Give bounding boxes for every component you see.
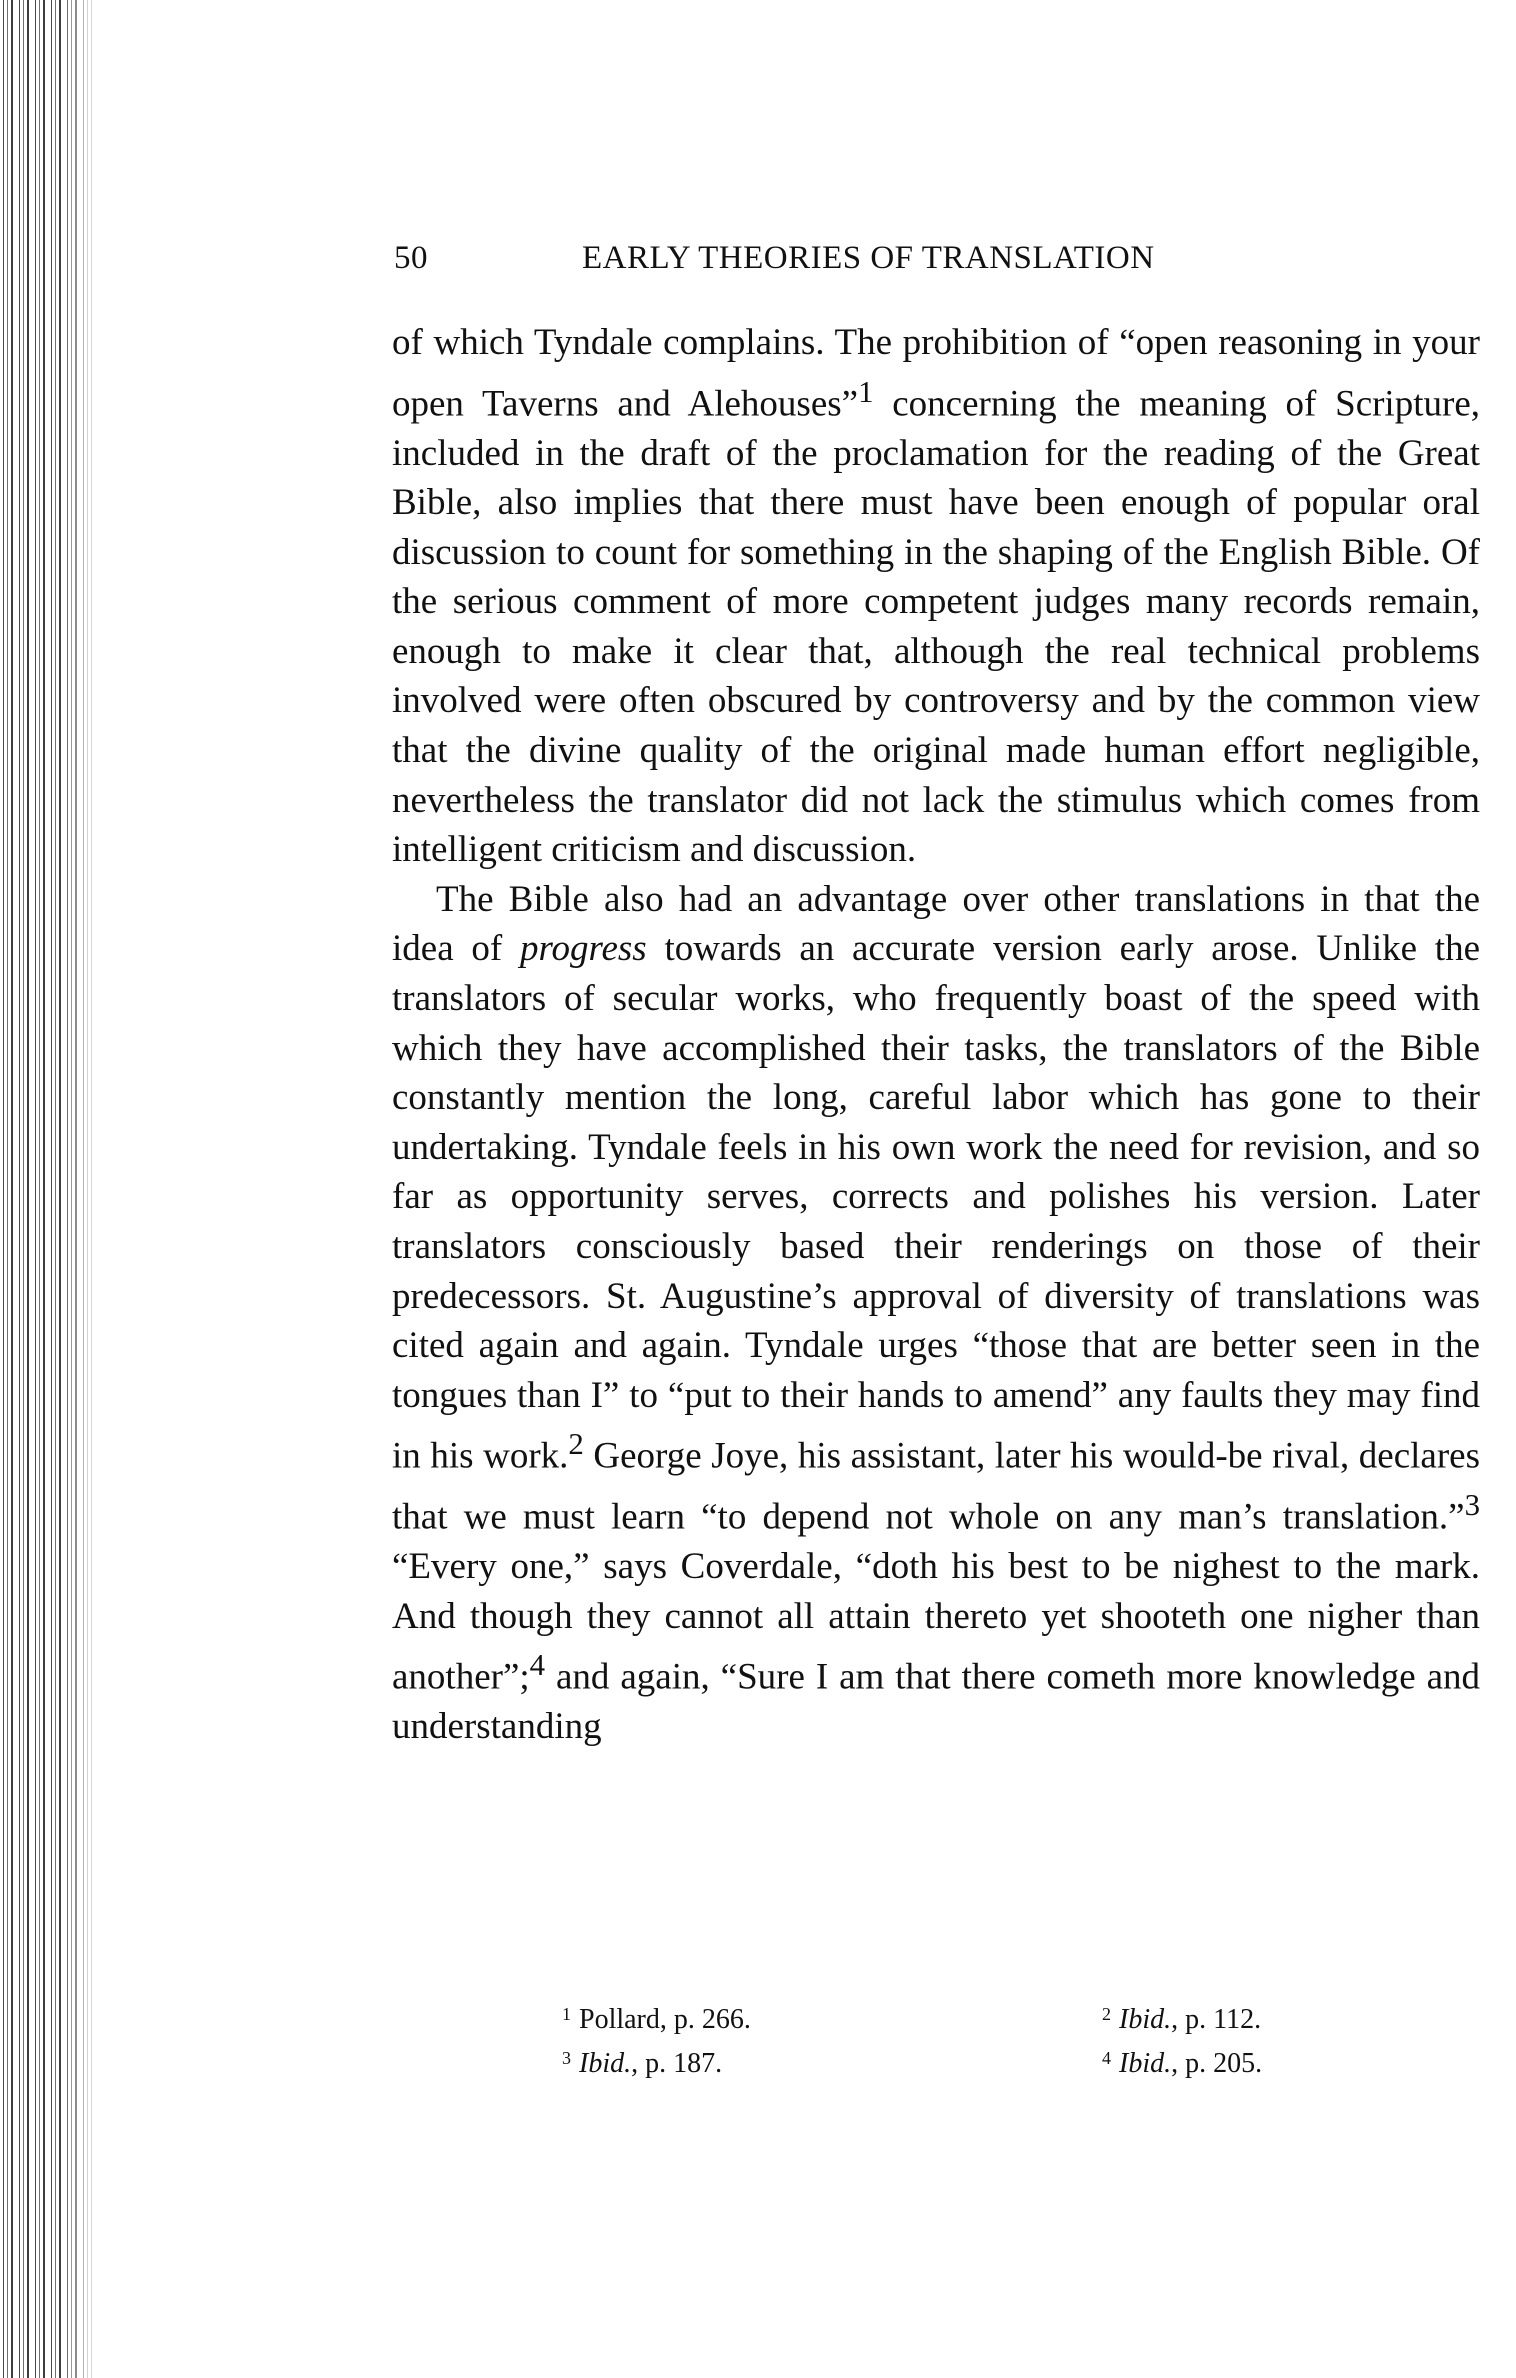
footnote-italic: Ibid. xyxy=(579,2048,632,2079)
footnote-marker: 3 xyxy=(562,2048,571,2068)
footnote-marker: 2 xyxy=(1102,2004,1111,2024)
footnote-4 xyxy=(1102,2037,1262,2085)
p2-text-a: The Bible also had an advantage over other translations in that the idea of xyxy=(392,878,1480,970)
footnote-ref-2: 2 xyxy=(568,1427,584,1462)
p2-italic-progress: progress xyxy=(519,928,647,970)
footnote-1 xyxy=(562,1993,751,2041)
paragraph-2 xyxy=(392,875,1480,1752)
page-number: 50 xyxy=(394,240,428,276)
p2-text-e: and again, “Sure I am that there cometh more knowledge and understanding xyxy=(392,1656,1480,1748)
footnote-2 xyxy=(1102,1993,1261,2041)
footnote-text: , p. 205. xyxy=(1171,2048,1263,2079)
footnote-ref-1: 1 xyxy=(858,374,874,409)
binding-shadow xyxy=(60,0,100,2378)
body-text xyxy=(392,318,1480,1752)
footnote-text: Pollard, p. 266. xyxy=(579,2004,751,2035)
p1-text-b: concerning the meaning of Scripture, included in the draft of the proclamation for the reading of the Great Bible, also implies that there must have been enough of popular oral discussion to count for something in the shaping of the English Bible. Of the serious comment of more competent judges many records remain, enough to make it clear that, although the real technical problems involved were often obscured by controversy and by the common view that the divine quality of the original made human effort negligible, nevertheless the translator did not lack the stimulus which comes from intelligent criticism and discussion. xyxy=(392,382,1480,871)
p2-text-d: “Every one,” says Coverdale, “doth his best to be nighest to the mark. And though they cannot all attain thereto yet shooteth one nigher than another”; xyxy=(392,1546,1480,1698)
footnote-text: , p. 187. xyxy=(631,2048,723,2079)
p2-text-c: George Joye, his assistant, later his would-be rival, declares that we must learn “to depend not whole on any man’s translation.” xyxy=(392,1435,1480,1538)
footnote-text: , p. 112. xyxy=(1171,2004,1262,2035)
paragraph-1 xyxy=(392,318,1480,875)
footnote-italic: Ibid. xyxy=(1119,2048,1172,2079)
footnote-3 xyxy=(562,2037,722,2085)
p1-text-a: of which Tyndale complains. The prohibition of “open reasoning in your open Taverns and Alehouses” xyxy=(392,322,1480,424)
footnote-italic: Ibid. xyxy=(1119,2004,1172,2035)
running-header xyxy=(392,240,1492,280)
footnote-ref-3: 3 xyxy=(1464,1488,1480,1523)
p2-text-b: towards an accurate version early arose. Unlike the translators of secular works, who frequently boast of the speed with which they have accomplished their tasks, the translators of the Bible constantly mention the long, careful labor which has gone to their undertaking. Tyndale feels in his own work the need for revision, and so far as opportunity serves, corrects and polishes his version. Later translators consciously based their renderings on those of their predecessors. St. Augustine’s approval of diversity of translations was cited again and again. Tyndale urges “those that are better seen in the tongues than I” to “put to their hands to amend” any faults they may find in his work. xyxy=(392,928,1480,1477)
footnote-marker: 4 xyxy=(1102,2048,1111,2068)
footnote-ref-4: 4 xyxy=(529,1648,546,1683)
running-title: EARLY THEORIES OF TRANSLATION xyxy=(582,240,1155,276)
footnote-marker: 1 xyxy=(562,2004,571,2024)
